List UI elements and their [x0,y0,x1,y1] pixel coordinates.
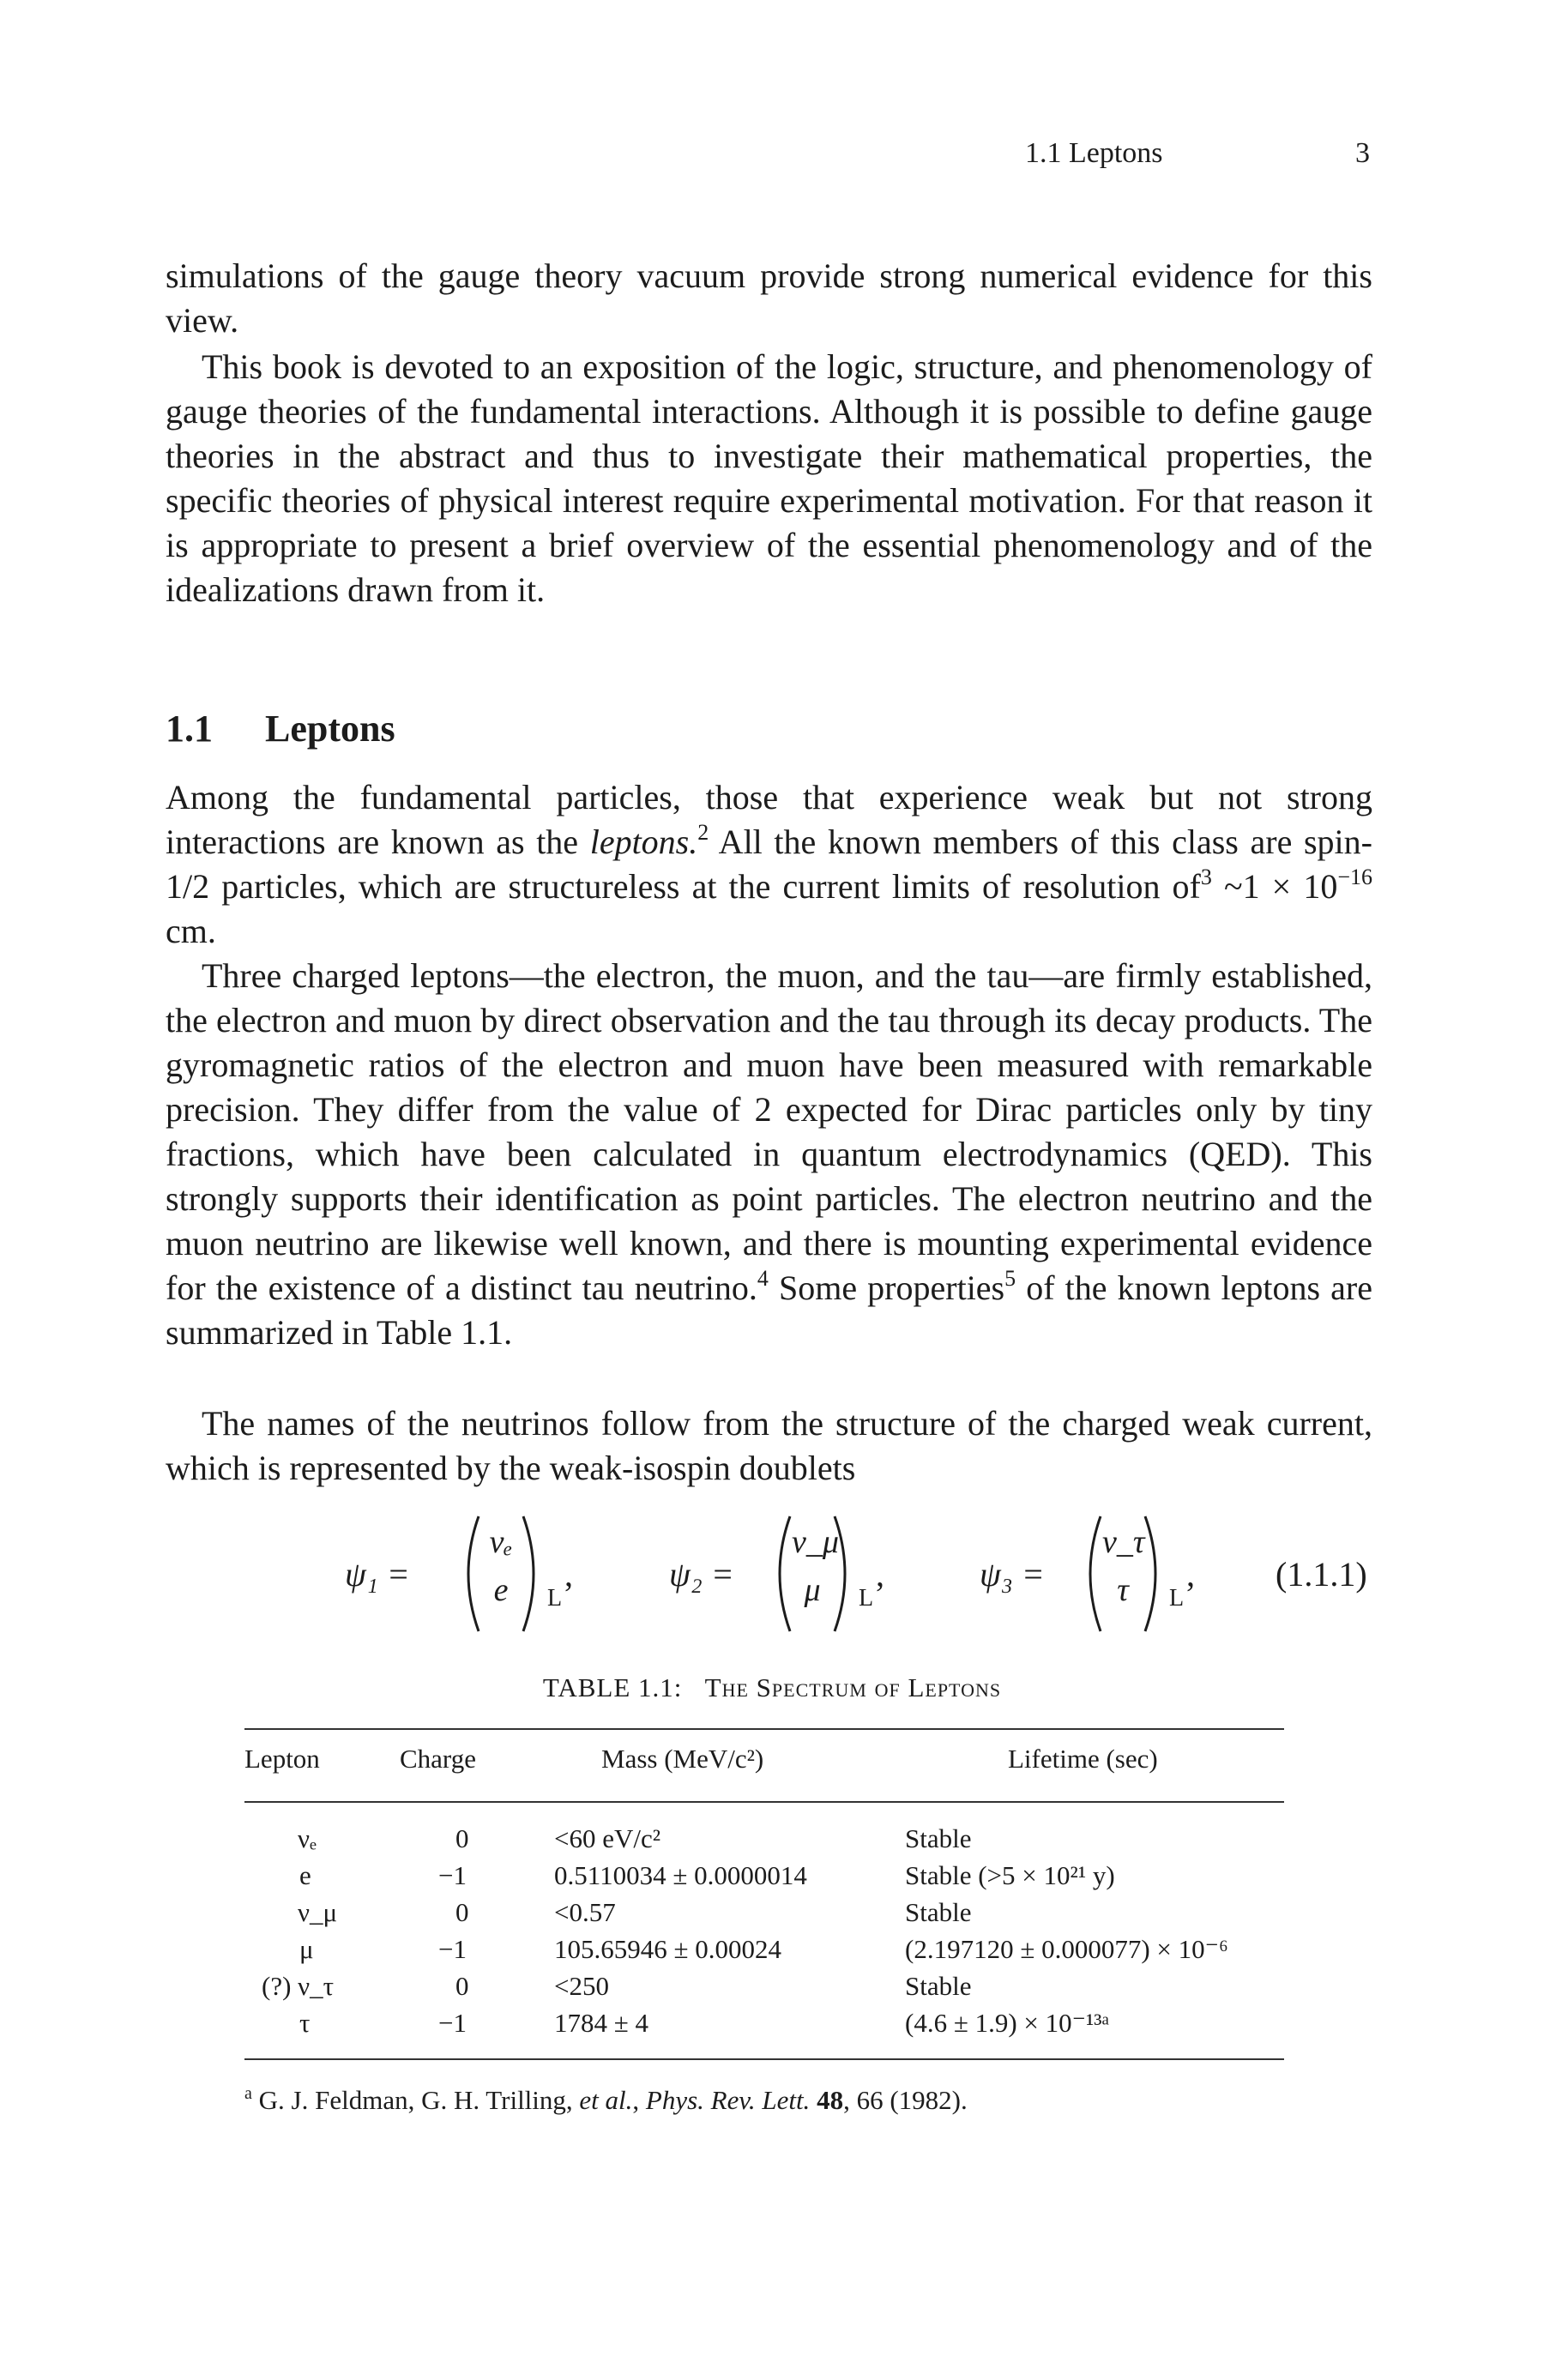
subscript-L: L [547,1585,563,1612]
subscript-L: L [1169,1585,1185,1612]
table-row [244,1823,1284,1860]
footnote-journal: Phys. Rev. Lett. [645,2085,811,2115]
mass-cell: 0.5110034 ± 0.0000014 [554,1860,807,1890]
charge-cell: 0 [455,1897,469,1927]
footnote-authors: G. J. Feldman, G. H. Trilling, [251,2085,580,2115]
lifetime-cell: Stable [905,1897,972,1927]
psi-1-label: ψ₁ = [345,1555,410,1594]
term-leptons: leptons. [589,822,698,861]
lifetime-cell: Stable [905,1823,972,1853]
reference-mark: 3 [1200,865,1212,889]
lifetime-cell: Stable [905,1971,972,2001]
charge-cell: −1 [438,2008,467,2038]
table-row [244,1897,1284,1934]
footnote-pages: , 66 (1982). [843,2085,968,2115]
table-row [244,1860,1284,1897]
exponent: −16 [1337,865,1372,889]
table-caption [0,1672,1544,1703]
paragraph-4-text-a: Three charged leptons—the electron, the muon, and the tau—are firmly established, the electron and muon by direct observation and the tau through its decay products. The gyromagnetic ratios of the electron and muon have been measured with remarkable precision. They differ from the value of 2 expected for Dirac particles only by tiny fractions, which have been calculated in quantum electrodynamics (QED). This strongly supports their identification as point particles. The electron neutrino and the muon neutrino are likewise well known, and there is mounting experimental evidence for the existence of a distinct tau neutrino. [166,956,1372,1307]
table-row [244,1934,1284,1971]
right-paren-icon [831,1509,859,1638]
charge-cell: 0 [455,1823,469,1853]
comma: , [564,1555,573,1594]
doublet-2-top: ν_μ [792,1524,839,1560]
mass-cell: <60 eV/c² [554,1823,661,1853]
paragraph-3-text-d: cm. [166,912,216,950]
doublet-3-bottom: τ [1117,1572,1129,1608]
table-label: TABLE 1.1: [542,1672,683,1702]
table-title: The Spectrum of Leptons [704,1672,1002,1702]
doublet-2-bottom: μ [804,1572,821,1608]
paragraph-3-text-c: ~1 × 10 [1211,867,1338,906]
paragraph-2: This book is devoted to an exposition of the logic, structure, and phenomenology of gauge theories of the fundamental interactions. Although it is possible to define gauge theories in the abstract and thus to investigate their mathematical properties, the specific theories of physical interest require experimental motivation. For that reason it is appropriate to present a brief overview of the essential phenomenology and of the idealizations drawn from it. [166,347,1372,609]
running-header [0,137,1544,180]
left-paren-icon [455,1509,482,1638]
psi-3-label: ψ₃ = [980,1555,1045,1594]
mass-cell: 1784 ± 4 [554,2008,649,2038]
lepton-cell: ν_μ [298,1897,338,1927]
doublet-1-top: νₑ [489,1524,513,1560]
lepton-cell: νₑ [298,1823,317,1853]
comma: , [876,1555,884,1594]
left-paren-icon [766,1509,793,1638]
section-title: Leptons [265,708,395,750]
lifetime-cell: Stable (>5 × 10²¹ y) [905,1860,1115,1890]
right-paren-icon [520,1509,547,1638]
running-title: 1.1 Leptons [1025,137,1163,169]
doublet-1-vector [480,1518,522,1614]
lifetime-cell: (4.6 ± 1.9) × 10⁻¹³ᵃ [905,2008,1110,2038]
right-paren-icon [1142,1509,1169,1638]
column-header-mass: Mass (MeV/c²) [601,1744,764,1774]
table-row [244,2008,1284,2045]
paragraph-3 [166,775,1372,954]
paragraph-1: simulations of the gauge theory vacuum provide strong numerical evidence for this view. [166,256,1372,340]
paragraph-4 [166,954,1372,1355]
charge-cell: 0 [455,1971,469,2001]
subscript-L: L [859,1585,874,1612]
table-top-rule [244,1728,1284,1730]
lepton-cell: (?) ν_τ [262,1971,335,2001]
paragraph-4-text-b: Some properties [768,1268,1005,1307]
column-header-lepton: Lepton [244,1744,320,1774]
footnote-volume: 48 [817,2085,844,2115]
paragraph-4-text-c: of the known leptons are summarized in Table 1.1. [166,1268,1372,1352]
footnote-separator: , [632,2085,646,2115]
mass-cell: 105.65946 ± 0.00024 [554,1934,782,1964]
lepton-cell: τ [299,2008,311,2038]
paragraph-3-text-b: All the known members of this class are spin-1/2 particles, which are structureless at the current limits of resolution of [166,822,1372,906]
table-footnote [244,2085,968,2116]
reference-mark: 5 [1004,1266,1016,1291]
left-paren-icon [1077,1509,1104,1638]
charge-cell: −1 [438,1860,467,1890]
comma: , [1186,1555,1195,1594]
footnote-mark: a [244,2084,252,2103]
mass-cell: <250 [554,1971,609,2001]
equation-1-1-1 [0,1509,1544,1638]
reference-mark: 4 [757,1266,769,1291]
column-header-charge: Charge [400,1744,476,1774]
doublet-1-bottom: e [493,1572,509,1608]
table-bottom-rule [244,2058,1284,2060]
doublet-3-vector [1102,1518,1143,1614]
equation-number: (1.1.1) [1276,1555,1367,1594]
psi-2-label: ψ₂ = [669,1555,734,1594]
footnote-et-al: et al. [579,2085,633,2115]
footnote-space [810,2085,817,2115]
doublet-3-top: ν_τ [1102,1524,1145,1560]
mass-cell: <0.57 [554,1897,616,1927]
table-header-row [244,1744,1284,1787]
paragraph-3-text-a: Among the fundamental particles, those that experience weak but not strong interactions are known as the [166,778,1372,861]
reference-mark: 2 [697,820,709,845]
doublet-2-vector [792,1518,839,1614]
charge-cell: −1 [438,1934,467,1964]
lifetime-cell: (2.197120 ± 0.000077) × 10⁻⁶ [905,1934,1228,1964]
table-row [244,1971,1284,2008]
table-header-rule [244,1801,1284,1803]
section-number: 1.1 [166,708,213,750]
page-number: 3 [1355,137,1370,169]
paragraph-5: The names of the neutrinos follow from the structure of the charged weak current, which is represented by the weak-isospin doublets [166,1404,1372,1487]
section-heading [166,707,395,750]
lepton-cell: μ [299,1934,314,1964]
lepton-cell: e [299,1860,311,1890]
column-header-lifetime: Lifetime (sec) [1008,1744,1158,1774]
